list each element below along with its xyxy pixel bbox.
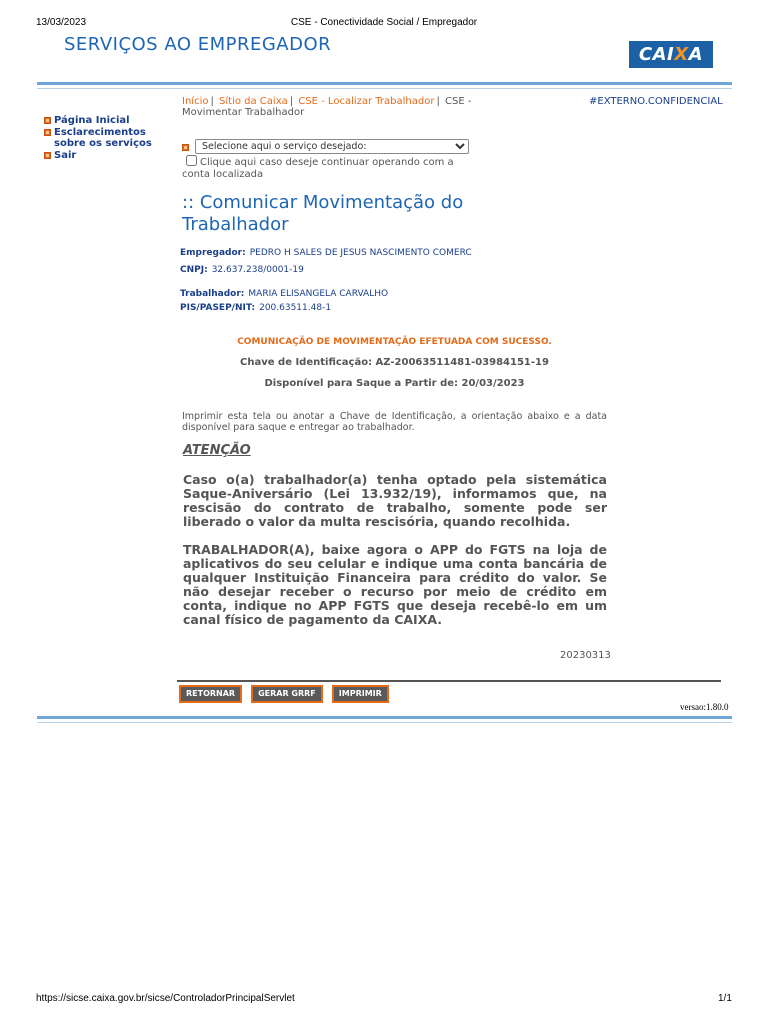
print-url: https://sicse.caixa.gov.br/sicse/ControladorPrincipalServlet [36, 993, 295, 1004]
pis-value: 200.63511.48-1 [259, 303, 332, 313]
pis-field [180, 303, 331, 313]
cnpj-label: CNPJ: [180, 265, 208, 275]
empregador-value: PEDRO H SALES DE JESUS NASCIMENTO COMERC [249, 248, 472, 258]
classification-label: #EXTERNO.CONFIDENCIAL [589, 96, 723, 107]
continue-checkbox-row [182, 155, 482, 181]
action-buttons [179, 685, 389, 703]
date-code: 20230313 [560, 650, 611, 661]
success-message: COMUNICAÇÃO DE MOVIMENTAÇÃO EFETUADA COM SUCESSO. [237, 337, 552, 347]
gerar-grrf-button[interactable]: GERAR GRRF [251, 685, 323, 703]
bullet-icon [44, 152, 51, 159]
breadcrumb: Início | Sítio da Caixa | CSE - Localizar Trabalhador | CSE - Movimentar Trabalhador [182, 96, 472, 118]
empregador-label: Empregador: [180, 248, 246, 258]
caixa-logo [629, 41, 713, 68]
logo-text-post: A [688, 44, 704, 65]
print-date: 13/03/2023 [36, 17, 87, 28]
nav-item-esclarecimentos[interactable] [44, 127, 154, 149]
logo-text-pre: CAI [638, 44, 675, 65]
bullet-icon [44, 129, 51, 136]
cnpj-value: 32.637.238/0001-19 [211, 265, 304, 275]
print-title: CSE - Conectividade Social / Empregador [290, 17, 478, 28]
print-page-number: 1/1 [718, 993, 732, 1004]
left-nav [44, 115, 154, 162]
breadcrumb-inicio[interactable]: Início [182, 96, 209, 107]
header-divider-thin [37, 88, 732, 89]
print-note: Imprimir esta tela ou anotar a Chave de Identificação, a orientação abaixo e a data disponível para saque e entregar ao trabalhador. [182, 411, 607, 433]
trabalhador-field [180, 289, 388, 299]
nav-item-sair[interactable] [44, 150, 154, 161]
footer-divider-thin [37, 722, 732, 723]
header-divider [37, 82, 732, 85]
service-select[interactable] [195, 139, 469, 154]
nav-item-label: Esclarecimentos sobre os serviços [54, 127, 152, 149]
continue-checkbox[interactable] [186, 155, 197, 166]
attention-paragraph-2: TRABALHADOR(A), baixe agora o APP do FGTS na loja de aplicativos do seu celular e indique uma conta bancária de qualquer Instituição Financeira para crédito do valor. Se não desejar receber o recurso por meio de crédito em conta, indique no APP FGTS que deseja recebê-lo em um canal físico de pagamento da CAIXA. [183, 542, 607, 627]
pis-label: PIS/PASEP/NIT: [180, 303, 256, 313]
empregador-field [180, 248, 472, 258]
nav-item-label: Sair [54, 150, 77, 161]
trabalhador-value: MARIA ELISANGELA CARVALHO [248, 289, 389, 299]
breadcrumb-localizar[interactable]: CSE - Localizar Trabalhador [298, 96, 435, 107]
logo-text-x: X [674, 44, 689, 65]
breadcrumb-current: CSE - Movimentar Trabalhador [182, 96, 472, 118]
service-select-row [182, 139, 469, 154]
retornar-button[interactable]: RETORNAR [179, 685, 242, 703]
breadcrumb-sitio-caixa[interactable]: Sítio da Caixa [219, 96, 288, 107]
footer-divider [37, 716, 732, 719]
bullet-icon [44, 117, 51, 124]
imprimir-button[interactable]: IMPRIMIR [332, 685, 389, 703]
continue-checkbox-label: Clique aqui caso deseje continuar operando com a conta localizada [182, 157, 454, 180]
page-title: :: Comunicar Movimentação do Trabalhador [182, 192, 464, 235]
cnpj-field [180, 265, 304, 275]
atencao-heading: ATENÇÃO [183, 443, 251, 458]
page-header-title: SERVIÇOS AO EMPREGADOR [64, 34, 332, 55]
content-divider [177, 680, 721, 682]
disponivel-saque: Disponível para Saque a Partir de: 20/03/2023 [264, 378, 525, 389]
attention-paragraph-1: Caso o(a) trabalhador(a) tenha optado pela sistemática Saque-Aniversário (Lei 13.932/19), informamos que, na rescisão do contrato de trabalho, somente pode ser liberado o valor da multa rescisória, quando recolhida. [183, 472, 607, 529]
nav-item-pagina-inicial[interactable] [44, 115, 154, 126]
bullet-icon [182, 144, 189, 151]
trabalhador-label: Trabalhador: [180, 289, 245, 299]
version-label: versao:1.80.0 [680, 702, 729, 712]
chave-identificacao: Chave de Identificação: AZ-20063511481-03984151-19 [240, 357, 549, 368]
nav-item-label: Página Inicial [54, 115, 130, 126]
